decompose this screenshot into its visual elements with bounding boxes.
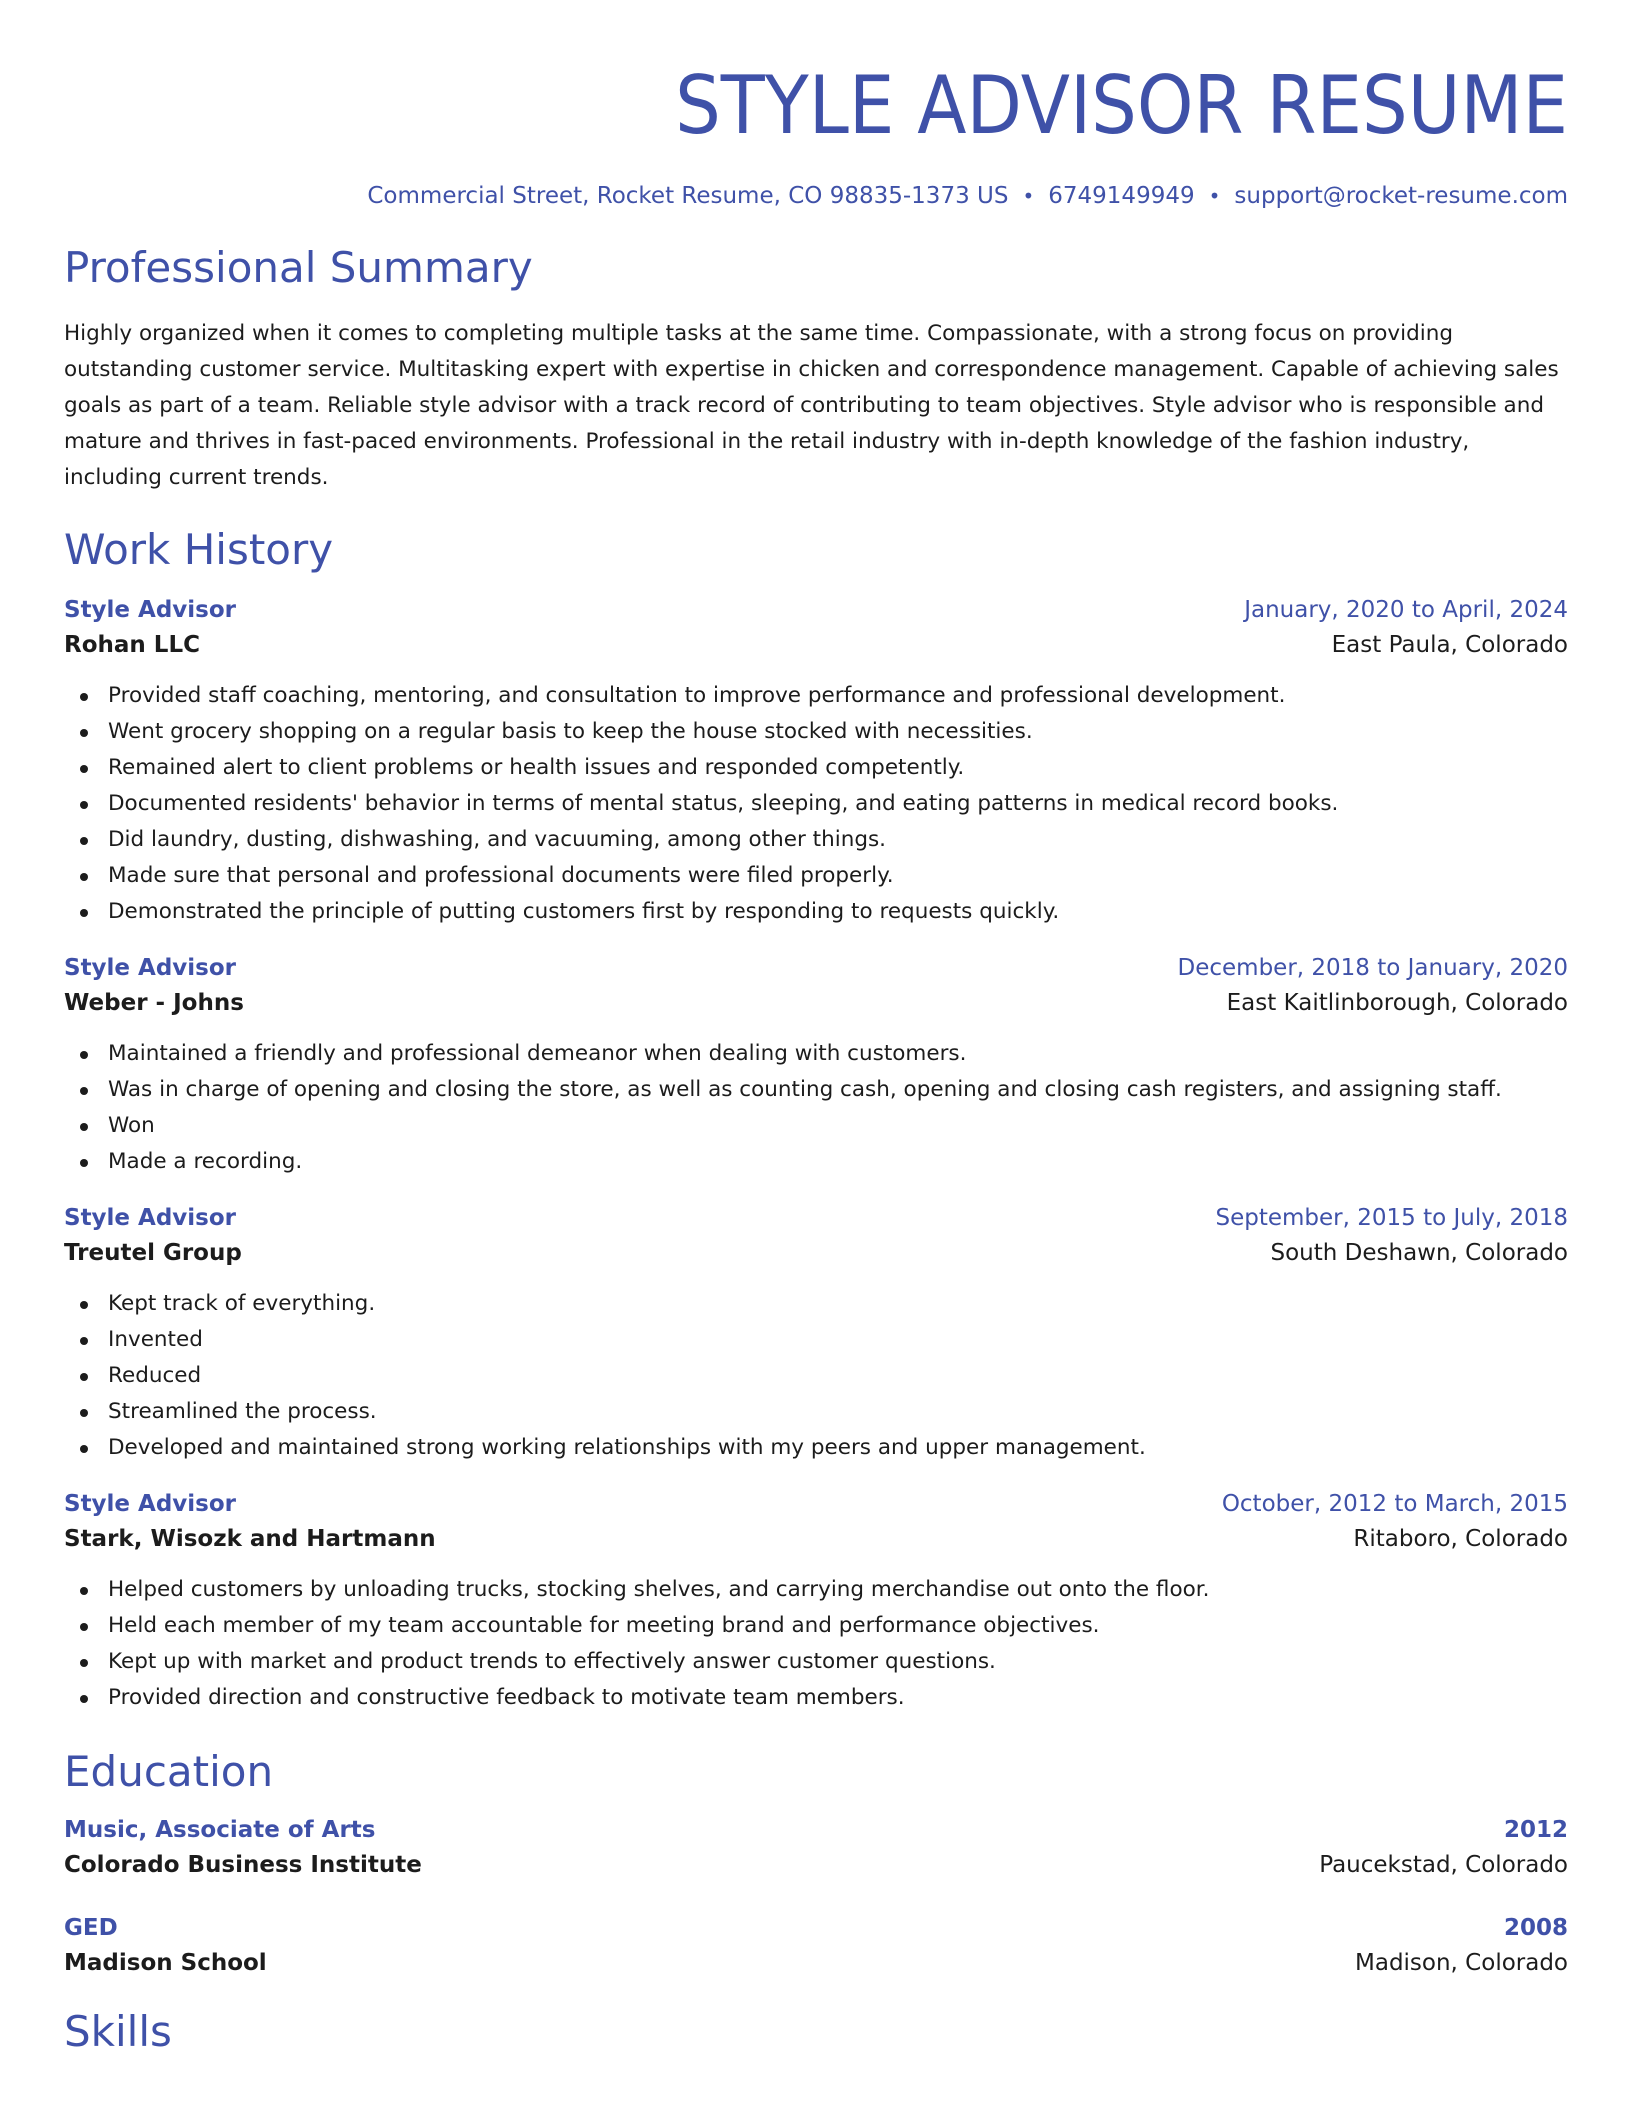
summary-text: Highly organized when it comes to completing multiple tasks at the same time. Compassionate, with a strong focus on providing outstanding customer service. Multitasking expert with expertise in chicken and correspondence management. Capable of achieving sales goals as part of a team. Reliable style advisor with a track record of contributing to team objectives. Style advisor who is responsible and mature and thrives in fast-paced environments. Professional in the retail industry with in-depth knowledge of the fashion industry, including current trends. [64,321,1559,490]
job-header [64,1488,1568,1520]
education-location: Madison, Colorado [1355,1950,1568,1976]
job-location: South Deshawn, Colorado [1270,1240,1568,1266]
education-header [64,1912,1568,1944]
education-degree: Music, Associate of Arts [64,1817,376,1843]
education-heading: Education [64,1747,274,1796]
contact-separator: • [1208,184,1221,208]
job-bullet: Made sure that personal and professional documents were filed properly. [80,858,1568,894]
job-bullets [80,678,1568,930]
job-company: Treutel Group [64,1240,242,1266]
job-header [64,1202,1568,1234]
job-entry [64,1202,1568,1466]
job-bullet: Streamlined the process. [80,1394,1568,1430]
job-company: Rohan LLC [64,632,200,658]
job-dates: December, 2018 to January, 2020 [1177,955,1568,981]
contact-separator: • [1022,184,1035,208]
job-role: Style Advisor [64,597,237,623]
job-location: East Kaitlinborough, Colorado [1226,990,1568,1016]
resume-header [64,56,1568,212]
job-bullet: Documented residents' behavior in terms of mental status, sleeping, and eating patterns in medical record books. [80,786,1568,822]
contact-line [64,180,1568,212]
education-degree: GED [64,1915,118,1941]
education-header [64,1814,1568,1846]
summary-heading: Professional Summary [64,243,533,292]
work-history-list [64,594,1568,1716]
job-bullet: Remained alert to client problems or health issues and responded competently. [80,750,1568,786]
job-company: Weber - Johns [64,990,244,1016]
education-location: Paucekstad, Colorado [1319,1852,1568,1878]
job-bullet: Developed and maintained strong working relationships with my peers and upper management. [80,1430,1568,1466]
resume-name: STYLE ADVISOR RESUME [675,59,1568,152]
education-subheader [64,1944,1568,1982]
job-subheader [64,1234,1568,1272]
education-year: 2008 [1503,1915,1568,1941]
job-bullet: Helped customers by unloading trucks, stocking shelves, and carrying merchandise out onto the floor. [80,1572,1568,1608]
contact-address: Commercial Street, Rocket Resume, CO 98835-1373 US [367,183,1009,209]
job-bullet: Kept up with market and product trends to effectively answer customer questions. [80,1644,1568,1680]
education-school: Madison School [64,1950,267,1976]
job-bullet: Held each member of my team accountable for meeting brand and performance objectives. [80,1608,1568,1644]
job-dates: September, 2015 to July, 2018 [1215,1205,1568,1231]
job-subheader [64,626,1568,664]
job-location: East Paula, Colorado [1331,632,1568,658]
education-entry [64,1814,1568,1884]
job-entry [64,952,1568,1180]
job-subheader [64,984,1568,1022]
education-year: 2012 [1503,1817,1568,1843]
job-role: Style Advisor [64,955,237,981]
job-bullets [80,1036,1568,1180]
job-bullet: Kept track of everything. [80,1286,1568,1322]
job-bullet: Went grocery shopping on a regular basis to keep the house stocked with necessities. [80,714,1568,750]
work-history-heading: Work History [64,525,334,574]
job-bullets [80,1572,1568,1716]
education-school: Colorado Business Institute [64,1852,422,1878]
job-subheader [64,1520,1568,1558]
job-dates: October, 2012 to March, 2015 [1221,1491,1568,1517]
job-location: Ritaboro, Colorado [1353,1526,1568,1552]
job-bullet: Provided direction and constructive feedback to motivate team members. [80,1680,1568,1716]
job-bullets [80,1286,1568,1466]
job-role: Style Advisor [64,1491,237,1517]
job-entry [64,1488,1568,1716]
job-bullet: Reduced [80,1358,1568,1394]
job-bullet: Provided staff coaching, mentoring, and consultation to improve performance and professional development. [80,678,1568,714]
job-bullet: Maintained a friendly and professional demeanor when dealing with customers. [80,1036,1568,1072]
job-entry [64,594,1568,930]
job-header [64,952,1568,984]
job-company: Stark, Wisozk and Hartmann [64,1526,436,1552]
job-role: Style Advisor [64,1205,237,1231]
job-bullet: Was in charge of opening and closing the store, as well as counting cash, opening and closing cash registers, and assigning staff. [80,1072,1568,1108]
education-entry [64,1912,1568,1982]
skills-heading: Skills [64,2007,172,2056]
job-dates: January, 2020 to April, 2024 [1244,597,1568,623]
job-bullet: Won [80,1108,1568,1144]
job-bullet: Invented [80,1322,1568,1358]
job-bullet: Did laundry, dusting, dishwashing, and vacuuming, among other things. [80,822,1568,858]
contact-email[interactable]: support@rocket-resume.com [1234,183,1568,209]
job-header [64,594,1568,626]
education-subheader [64,1846,1568,1884]
job-bullet: Demonstrated the principle of putting customers first by responding to requests quickly. [80,894,1568,930]
job-bullet: Made a recording. [80,1144,1568,1180]
contact-phone: 6749149949 [1048,183,1195,209]
